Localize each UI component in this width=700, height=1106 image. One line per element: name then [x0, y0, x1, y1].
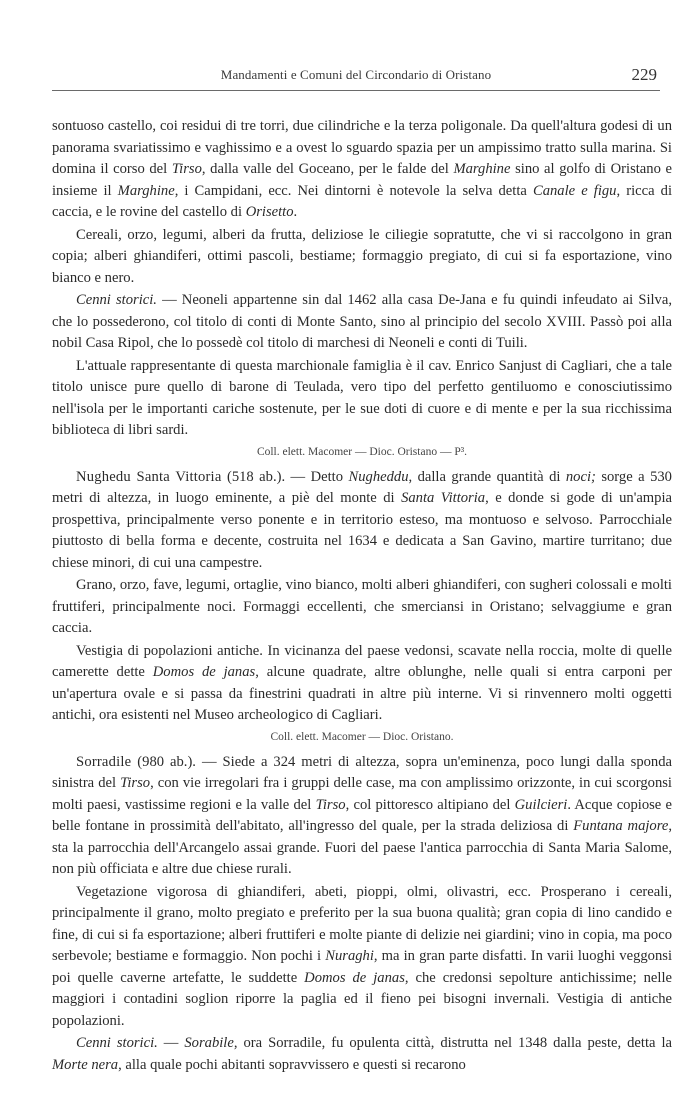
paragraph-nughedu-products: Grano, orzo, fave, legumi, ortaglie, vino bianco, molti alberi ghiandiferi, con sugheri colossali e molti fruttiferi, principalmente noci. Formaggi eccellenti, che smerciansi in Oristano; selvaggiume e gran caccia.	[52, 577, 672, 636]
paragraph-nughedu-vestiges: Vestigia di popolazioni antiche. In vicinanza del paese vedonsi, scavate nella roccia, molte di quelle camerette dette Domos de janas, alcune quadrate, altre oblunghe, nelle quali si entra carponi per un'apertura ovale e si passa da finestrini quadrati in altre più interne. Vi si rinvennero molti oggetti antichi, ora esistenti nel Museo archeologico di Cagliari.	[52, 642, 672, 723]
page-header	[52, 64, 660, 91]
electoral-note-neoneli: Coll. elett. Macomer — Dioc. Oristano — P³.	[256, 445, 468, 458]
running-title: Mandamenti e Comuni del Circondario di Oristano	[220, 67, 492, 82]
electoral-note-nughedu: Coll. elett. Macomer — Dioc. Oristano.	[270, 730, 454, 743]
paragraph-nughedu-intro: Nughedu Santa Vittoria (518 ab.). — Detto Nugheddu, dalla grande quantità di noci; sorge a 530 metri di altezza, in luogo eminente, a piè del monte di Santa Vittoria, e donde si gode di un'ampia prospettiva, principalmente verso ponente e in territorio esteso, ma montuoso e selvoso. Parrocchiale piuttosto di bella forma e decente, costruita nel 1634 e dedicata a San Gavino, martire turritano; due chiese minori, di cui una campestre.	[52, 468, 672, 571]
body-text	[52, 116, 672, 1077]
paragraph-sorradile-history: Cenni storici. — Sorabile, ora Sorradile, fu opulenta città, distrutta nel 1348 dalla peste, detta la Morte nera, alla quale pochi abitanti sopravvissero e questi si recarono	[52, 1035, 672, 1073]
page-number: 229	[631, 65, 657, 84]
paragraph-neoneli-view: sontuoso castello, coi residui di tre torri, due cilindriche e la terza poligonale. Da quell'altura godesi di un panorama svariatissimo e vaghissimo e a ovest lo sguardo spazia per un ampissimo tratto sulla marina. Si domina il corso del Tirso, dalla valle del Goceano, per le falde del Marghine sino al golfo di Oristano e insieme il Marghine, i Campidani, ecc. Nei dintorni è notevole la selva detta Canale e figu, ricca di caccia, e le rovine del castello di Orisetto.	[52, 118, 672, 220]
paragraph-neoneli-history: Cenni storici. — Neoneli appartenne sin dal 1462 alla casa De-Jana e fu quindi infeudato ai Silva, che lo possederono, col titolo di conti di Monte Santo, sino al principio del secolo XVIII. Passò poi alla nobil Casa Ripol, che lo possedè col titolo di marchesi di Neoneli e conti di Tuili.	[52, 292, 672, 351]
entry-title-sorradile: Sorradile	[76, 753, 132, 770]
paragraph-neoneli-sanjust: L'attuale rappresentante di questa marchionale famiglia è il cav. Enrico Sanjust di Cagliari, che a tale titolo unisce pure quello di barone di Teulada, vero tipo del perfetto gentiluomo e conosciutissimo nell'isola per le importanti cariche sostenute, per le sue doti di cuore e di mente e per la sua ricchissima biblioteca di libri sardi.	[52, 357, 672, 438]
paragraph-sorradile-intro: Sorradile (980 ab.). — Siede a 324 metri di altezza, sopra un'eminenza, poco lungi dalla sponda sinistra del Tirso, con vie irregolari fra i gruppi delle case, ma con amplissimo orizzonte, in cui scorgonsi molti paesi, vastissime regioni e la valle del Tirso, col pittoresco altipiano del Guilcieri. Acque copiose e belle fontane in prossimità dell'abitato, all'ingresso del quale, per la strada deliziosa di Funtana majore, sta la parrocchia dell'Arcangelo assai grande. Fuori del paese l'antica parrocchia di Santa Maria Salome, non più officiata e altre due chiese rurali.	[52, 753, 672, 877]
entry-title-nughedu: Nughedu Santa Vittoria	[76, 468, 222, 485]
paragraph-sorradile-vegetation: Vegetazione vigorosa di ghiandiferi, abeti, pioppi, olmi, olivastri, ecc. Prosperano i cereali, principalmente il grano, molto pregiato e preferito per la sua buona qualità; gran copia di lino candido e fine, di cui si fa esportazione; alberi fruttiferi e molte piante di delizie nei giardini; vino in copia, ma poco serbevole; bestiame e formaggio. Non pochi i Nuraghi, ma in gran parte disfatti. In varii luoghi veggonsi poi quelle caverne artefatte, le suddette Domos de janas, che credonsi sepolture antichissime; nelle maggiori i contadini soglion riporre la paglia ed il fieno pei bisogni invernali. Vestigia di antiche popolazioni.	[52, 883, 672, 1029]
paragraph-neoneli-products: Cereali, orzo, legumi, alberi da frutta, deliziose le ciliegie sopratutte, che vi si raccolgono in gran copia; alberi ghiandiferi, ottimi pascoli, bestiame; formaggio pregiato, di cui si fa esportazione, vino bianco e nero.	[52, 226, 672, 286]
